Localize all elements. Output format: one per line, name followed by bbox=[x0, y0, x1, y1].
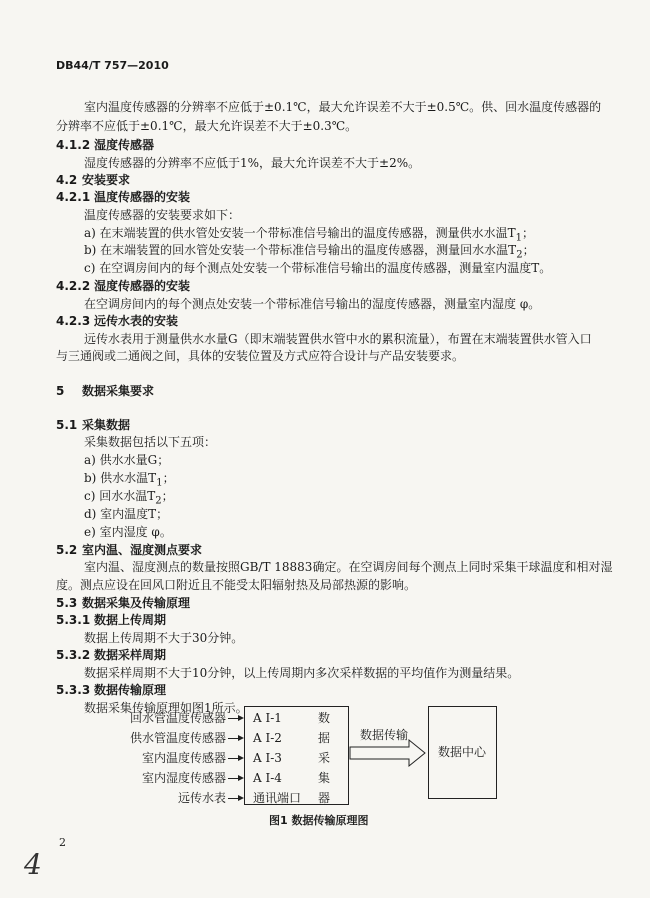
diagram-input-label: 远传水表 bbox=[177, 791, 226, 805]
section-number: 4.2.1 bbox=[56, 190, 91, 204]
diagram-input-label: 回水管温度传感器 bbox=[129, 711, 226, 725]
section-title: 数据采集要求 bbox=[82, 384, 155, 398]
list-item-text: c) 回水水温T bbox=[84, 489, 156, 503]
section-heading-4-2-3 bbox=[56, 314, 178, 328]
section-title: 数据传输原理 bbox=[94, 683, 167, 697]
paragraph-line: 在空调房间内的每个测点处安装一个带标准信号输出的湿度传感器，测量室内湿度 φ。 bbox=[84, 297, 541, 311]
section-title: 湿度传感器的安装 bbox=[94, 279, 191, 293]
section-number: 5.3 bbox=[56, 596, 78, 610]
paragraph-line: 数据采样周期不大于10分钟，以上传周期内多次采样数据的平均值作为测量结果。 bbox=[84, 666, 520, 680]
list-item: c) 在空调房间内的每个测点处安装一个带标准信号输出的温度传感器，测量室内温度T。 bbox=[84, 261, 552, 275]
section-number: 5.2 bbox=[56, 543, 78, 557]
list-item: e) 室内湿度 φ。 bbox=[84, 525, 172, 539]
collector-vertical-char: 数 bbox=[318, 711, 331, 725]
page-number: 2 bbox=[59, 836, 66, 849]
list-item-text: a) 在末端装置的供水管处安装一个带标准信号输出的温度传感器，测量供水水温T bbox=[84, 226, 516, 240]
section-title: 远传水表的安装 bbox=[94, 314, 179, 328]
section-number: 5 bbox=[56, 384, 65, 398]
punctuation: ； bbox=[522, 226, 535, 240]
list-item-text: b) 在末端装置的回水管处安装一个带标准信号输出的温度传感器，测量回水水温T bbox=[84, 243, 517, 257]
list-item bbox=[84, 489, 174, 507]
collector-vertical-char: 采 bbox=[318, 751, 331, 765]
section-heading-5-3 bbox=[56, 596, 190, 610]
section-number: 4.2.2 bbox=[56, 279, 91, 293]
collector-vertical-char: 器 bbox=[318, 791, 331, 805]
section-title: 室内温、湿度测点要求 bbox=[82, 543, 203, 557]
diagram-input-label: 供水管温度传感器 bbox=[129, 731, 226, 745]
section-title: 湿度传感器 bbox=[94, 138, 155, 152]
paragraph-line: 与三通阀或二通阀之间，具体的安装位置及方式应符合设计与产品安装要求。 bbox=[56, 349, 465, 363]
section-number: 4.2 bbox=[56, 173, 78, 187]
section-heading-5-2 bbox=[56, 543, 202, 557]
section-heading-4-2-2 bbox=[56, 279, 190, 293]
section-number: 5.1 bbox=[56, 418, 78, 432]
channel-label: A I-3 bbox=[253, 751, 282, 765]
subscript: 1 bbox=[156, 477, 163, 489]
punctuation: ； bbox=[161, 489, 174, 503]
section-title: 数据采集及传输原理 bbox=[82, 596, 191, 610]
collector-vertical-char: 据 bbox=[318, 731, 331, 745]
list-item bbox=[84, 471, 175, 489]
channel-label: 通讯端口 bbox=[253, 791, 302, 805]
figure-caption: 图1 数据传输原理图 bbox=[269, 814, 369, 827]
paragraph-line: 室内温度传感器的分辨率不应低于±0.1℃，最大允许误差不大于±0.5℃。供、回水温度传感器的 bbox=[84, 100, 602, 114]
section-title: 安装要求 bbox=[82, 173, 131, 187]
paragraph-line: 温度传感器的安装要求如下： bbox=[84, 208, 241, 222]
channel-label: A I-2 bbox=[253, 731, 282, 745]
section-number: 5.3.3 bbox=[56, 683, 91, 697]
section-number: 5.3.2 bbox=[56, 648, 91, 662]
channel-label: A I-1 bbox=[253, 711, 282, 725]
document-id: DB44/T 757—2010 bbox=[56, 59, 169, 72]
section-heading-5-1 bbox=[56, 418, 130, 432]
list-item: a) 供水水量G； bbox=[84, 453, 170, 467]
section-heading-4-2 bbox=[56, 173, 130, 187]
paragraph-line: 湿度传感器的分辨率不应低于1%，最大允许误差不大于±2%。 bbox=[84, 156, 421, 170]
subscript: 1 bbox=[515, 232, 523, 244]
section-heading-5-3-3 bbox=[56, 683, 166, 697]
paragraph-line: 远传水表用于测量供水水量G（即末端装置供水管中水的累积流量），布置在末端装置供水管入口 bbox=[84, 332, 592, 346]
transfer-label: 数据传输 bbox=[360, 728, 409, 742]
section-title: 数据采样周期 bbox=[94, 648, 167, 662]
punctuation: ； bbox=[522, 243, 535, 257]
list-item-text: b) 供水水温T bbox=[84, 471, 157, 485]
section-heading-5-3-2 bbox=[56, 648, 166, 662]
section-title: 数据上传周期 bbox=[94, 613, 167, 627]
channel-label: A I-4 bbox=[253, 771, 282, 785]
handwritten-mark: 4 bbox=[24, 848, 42, 881]
section-heading-5-3-1 bbox=[56, 613, 166, 627]
paragraph-line: 数据采集传输原理如图1所示。 bbox=[84, 701, 248, 715]
data-center-label: 数据中心 bbox=[438, 745, 487, 759]
diagram-input-label: 室内温度传感器 bbox=[141, 751, 226, 765]
section-heading-4-1-2 bbox=[56, 138, 154, 152]
transfer-arrow-icon bbox=[349, 738, 427, 768]
paragraph-line: 数据上传周期不大于30分钟。 bbox=[84, 631, 244, 645]
paragraph-line: 度。测点应设在回风口附近且不能受太阳辐射热及局部热源的影响。 bbox=[56, 578, 417, 592]
section-title: 温度传感器的安装 bbox=[94, 190, 191, 204]
paragraph-line: 采集数据包括以下五项： bbox=[84, 435, 217, 449]
section-number: 5.3.1 bbox=[56, 613, 91, 627]
section-title: 采集数据 bbox=[82, 418, 131, 432]
list-item bbox=[84, 226, 534, 244]
section-number: 4.2.3 bbox=[56, 314, 91, 328]
section-heading-5 bbox=[56, 384, 154, 398]
paragraph-line: 室内温、湿度测点的数量按照GB/T 18883确定。在空调房间每个测点上同时采集干球温度和相对湿 bbox=[84, 560, 613, 574]
paragraph-line: 分辨率不应低于±0.1℃，最大允许误差不大于±0.3℃。 bbox=[56, 119, 358, 133]
section-heading-4-2-1 bbox=[56, 190, 190, 204]
punctuation: ； bbox=[162, 471, 175, 485]
collector-vertical-char: 集 bbox=[318, 771, 331, 785]
subscript: 2 bbox=[516, 249, 523, 261]
diagram-input-label: 室内湿度传感器 bbox=[141, 771, 226, 785]
list-item: d) 室内温度T； bbox=[84, 507, 169, 521]
list-item bbox=[84, 243, 535, 261]
subscript: 2 bbox=[155, 495, 162, 507]
section-number: 4.1.2 bbox=[56, 138, 91, 152]
